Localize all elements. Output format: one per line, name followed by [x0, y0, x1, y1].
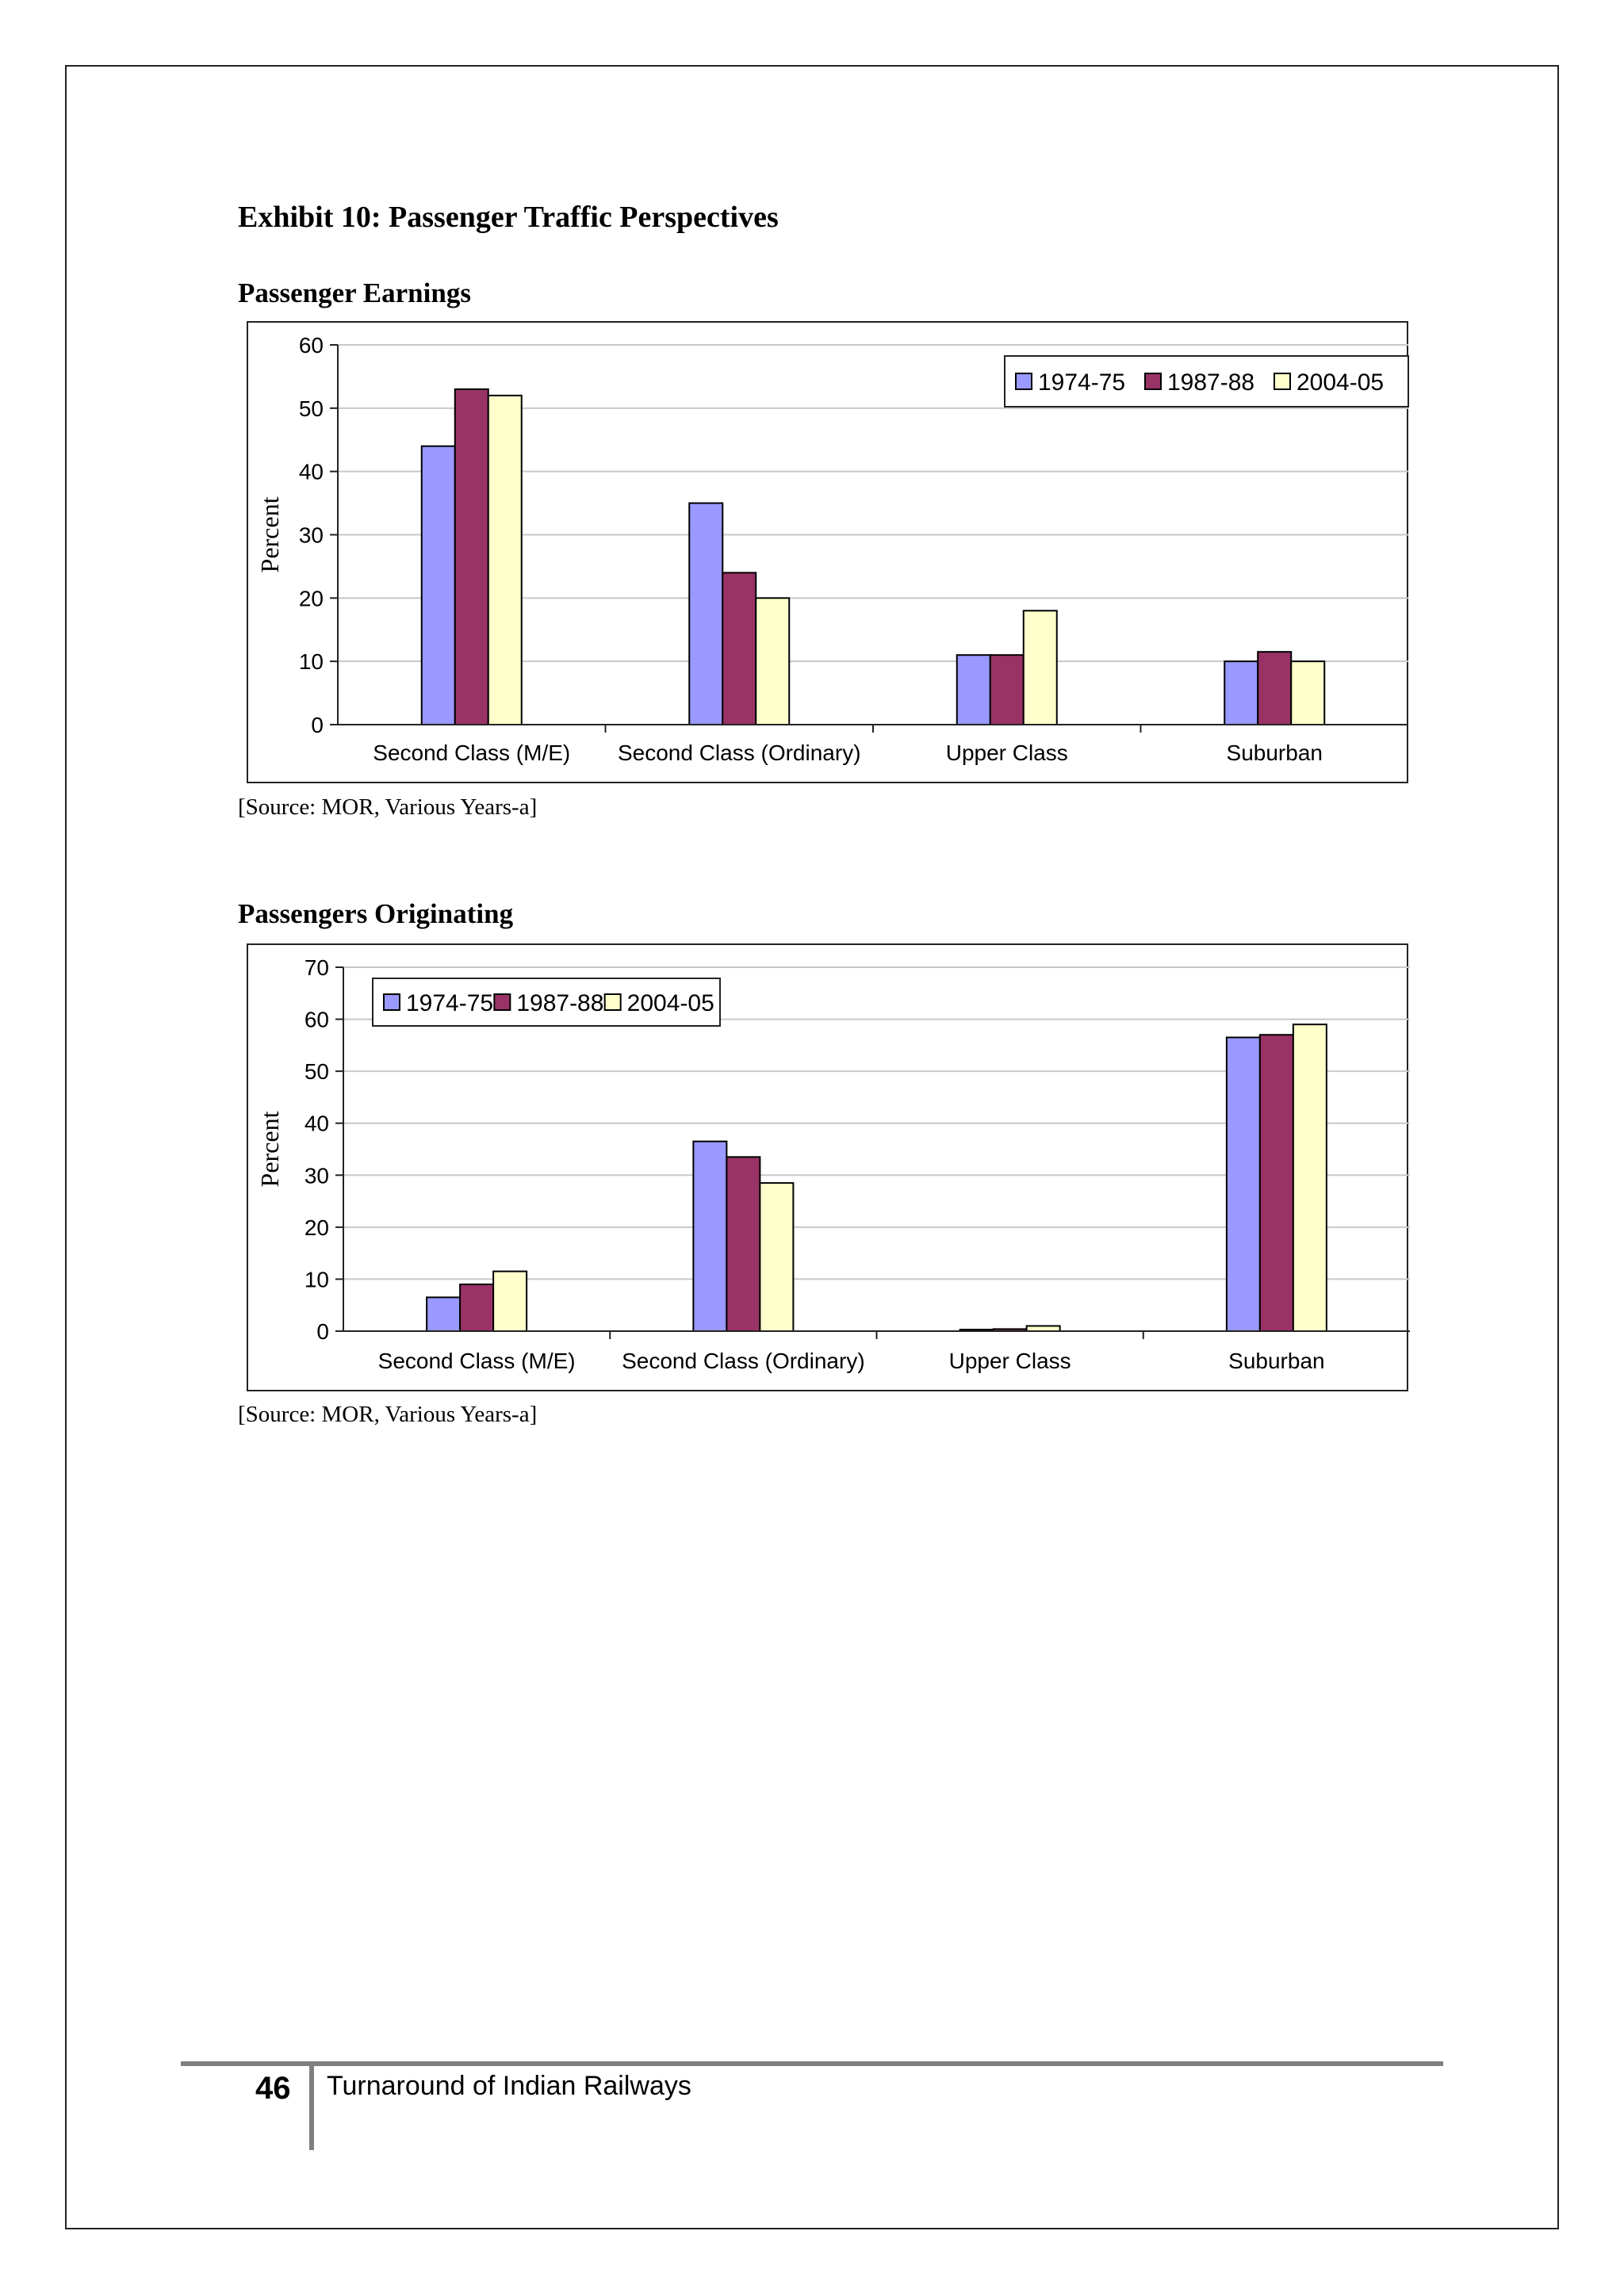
y-tick-label: 30 [304, 1163, 329, 1188]
y-tick-label: 70 [304, 955, 329, 980]
chart-svg-earnings [248, 323, 1410, 785]
bar-second-class-m-e-1987-88 [460, 1284, 493, 1331]
bar-second-class-m-e-1974-75 [427, 1297, 460, 1331]
x-tick-label: Suburban [1226, 740, 1323, 765]
y-tick-label: 20 [304, 1215, 329, 1240]
y-tick-label: 0 [316, 1319, 329, 1344]
bar-second-class-m-e-1987-88 [455, 389, 488, 725]
bar-second-class-ordinary-1987-88 [726, 1157, 760, 1331]
y-tick-label: 30 [298, 522, 324, 548]
y-tick-label: 0 [311, 713, 324, 737]
y-axis-label: Percent [255, 1111, 284, 1188]
bar-second-class-ordinary-2004-05 [756, 598, 789, 725]
bar-upper-class-1987-88 [990, 655, 1024, 725]
bar-second-class-m-e-2004-05 [493, 1272, 527, 1331]
legend-label-2004-05: 2004-05 [626, 990, 714, 1016]
bar-upper-class-1974-75 [957, 655, 990, 725]
footer-divider [309, 2066, 314, 2150]
legend-swatch-2004-05 [605, 994, 621, 1010]
bar-second-class-ordinary-1987-88 [722, 572, 756, 725]
legend-label-1987-88: 1987-88 [516, 990, 604, 1016]
bar-suburban-2004-05 [1291, 661, 1324, 725]
y-tick-label: 50 [304, 1059, 329, 1085]
x-tick-label: Second Class (M/E) [377, 1349, 576, 1373]
source-note-originating: [Source: MOR, Various Years-a] [238, 1402, 538, 1427]
source-note-earnings: [Source: MOR, Various Years-a] [238, 794, 538, 820]
bar-second-class-m-e-1974-75 [422, 446, 455, 725]
bar-suburban-1987-88 [1260, 1035, 1293, 1331]
legend-label-1974-75: 1974-75 [1038, 369, 1126, 396]
bar-suburban-2004-05 [1293, 1024, 1327, 1331]
y-tick-label: 60 [304, 1007, 329, 1032]
bar-second-class-ordinary-1974-75 [693, 1142, 726, 1331]
y-tick-label: 50 [298, 396, 324, 421]
exhibit-title: Exhibit 10: Passenger Traffic Perspectives [238, 201, 779, 234]
x-tick-label: Upper Class [945, 740, 1068, 765]
chart-svg-originating [248, 945, 1410, 1393]
legend-label-1974-75: 1974-75 [406, 990, 494, 1016]
y-tick-label: 60 [298, 333, 324, 358]
chart-passengers-originating [247, 943, 1408, 1391]
x-tick-label: Second Class (Ordinary) [622, 1349, 865, 1373]
y-tick-label: 10 [298, 649, 324, 675]
chart-title-originating: Passengers Originating [238, 898, 514, 929]
y-tick-label: 40 [304, 1111, 329, 1136]
y-tick-label: 20 [298, 586, 324, 611]
footer-title: Turnaround of Indian Railways [327, 2071, 691, 2101]
legend-swatch-2004-05 [1274, 373, 1290, 389]
legend-swatch-1987-88 [1145, 373, 1161, 389]
bar-upper-class-2004-05 [1024, 610, 1057, 725]
legend-label-2004-05: 2004-05 [1297, 369, 1385, 396]
page-number: 46 [255, 2071, 291, 2106]
chart-passenger-earnings [247, 321, 1408, 783]
legend-swatch-1974-75 [1016, 373, 1032, 389]
x-tick-label: Suburban [1228, 1349, 1325, 1373]
bar-suburban-1974-75 [1227, 1038, 1260, 1331]
x-tick-label: Second Class (M/E) [373, 740, 571, 765]
footer-rule [181, 2061, 1443, 2066]
bar-second-class-m-e-2004-05 [488, 396, 522, 725]
x-tick-label: Second Class (Ordinary) [617, 740, 861, 765]
bar-second-class-ordinary-2004-05 [760, 1183, 793, 1331]
legend-swatch-1987-88 [494, 994, 510, 1010]
chart-title-earnings: Passenger Earnings [238, 277, 471, 308]
y-tick-label: 40 [298, 459, 324, 484]
bar-suburban-1974-75 [1224, 661, 1258, 725]
legend-swatch-1974-75 [384, 994, 400, 1010]
bar-second-class-ordinary-1974-75 [689, 503, 722, 725]
y-axis-label: Percent [255, 496, 284, 573]
legend-label-1987-88: 1987-88 [1167, 369, 1255, 396]
bar-suburban-1987-88 [1258, 652, 1291, 725]
y-tick-label: 10 [304, 1267, 329, 1292]
x-tick-label: Upper Class [948, 1349, 1071, 1373]
